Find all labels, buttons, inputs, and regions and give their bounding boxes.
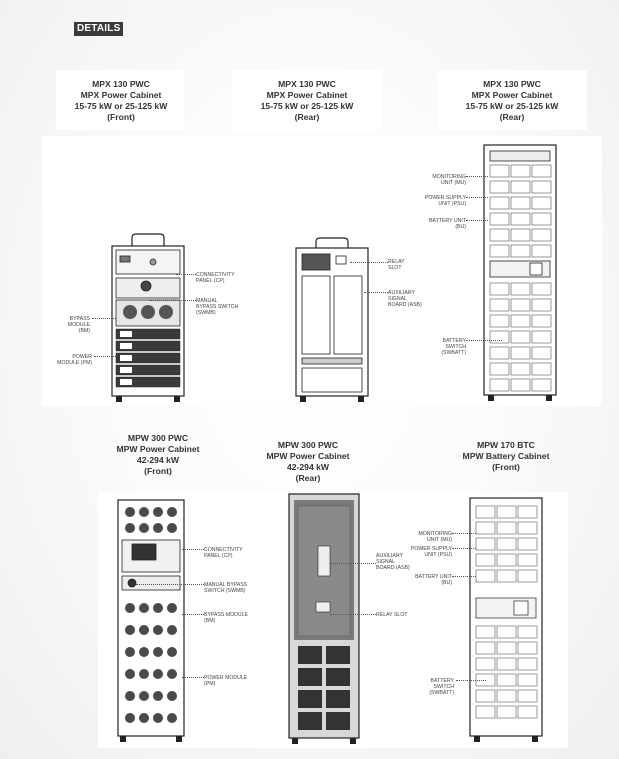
bypass-module-fans [123,305,173,319]
leader-psu-mpx-battery [466,197,488,198]
callout-cp-mpw-front: CONNECTIVITY PANEL (CP) [204,547,243,560]
callout-swmb-mpw-front: MANUAL BYPASS SWITCH (SWMB) [204,582,248,595]
callout-mu-mpw-battery: MONITORING UNIT (MU) [418,531,452,544]
leader-relay-mpx-rear [350,262,388,263]
callout-asb-mpw-rear: AUXILIARY SIGNAL BOARD (ASB) [376,553,410,572]
leader-asb-mpx-rear [364,292,388,293]
mpw-front-cabinet-drawing [116,500,186,744]
callout-swbatt-mpw-battery: BATTERY SWITCH (SWBATT) [429,678,454,697]
mpw-battery-cabinet-drawing [468,498,544,744]
product-title-mpx-rear: MPX 130 PWC MPX Power Cabinet 15-75 kW or 25-125 kW (Rear) [260,79,354,122]
leader-relay-mpw-rear [330,614,376,615]
leader-asb-mpw-rear [330,563,376,564]
callout-bm-mpx-front: BYPASS MODULE (BM) [67,316,90,335]
leader-bm-mpx-front [92,318,116,319]
leader-cp-mpx-front [176,274,196,275]
mpw-rear-cabinet-drawing [288,494,360,744]
leader-mu-mpw-battery [452,533,476,534]
callout-psu-mpx-battery: POWER SUPPLY UNIT (PSU) [424,195,466,208]
callout-bm-mpw-front: BYPASS MODULE (BM) [204,612,249,625]
callout-relay-mpw-rear: RELAY SLOT [376,612,408,618]
product-title-mpw-battery: MPW 170 BTC MPW Battery Cabinet (Front) [462,440,550,472]
product-title-mpx-rear-battery: MPX 130 PWC MPX Power Cabinet 15-75 kW or 25-125 kW (Rear) [465,79,559,122]
callout-pm-mpx-front: POWER MODULE (PM) [57,354,92,367]
leader-bm-mpw-front [182,614,204,615]
leader-swmb-mpx-front [150,300,196,301]
leader-swmb-mpw-front [136,584,204,585]
callout-swmb-mpx-front: MANUAL BYPASS SWITCH (SWMB) [196,298,239,317]
leader-mu-mpx-battery [466,176,488,177]
leader-swbatt-mpx-battery [466,340,502,341]
leader-cp-mpw-front [182,549,204,550]
callout-psu-mpw-battery: POWER SUPPLY UNIT (PSU) [410,546,452,559]
callout-swbatt-mpx-battery: BATTERY SWITCH (SWBATT) [441,338,466,357]
callout-pm-mpw-front: POWER MODULE (PM) [204,675,248,688]
callout-mu-mpx-battery: MONITORING UNIT (MU) [432,174,466,187]
mpx-front-cabinet-drawing [108,234,188,404]
leader-pm-mpx-front [94,356,116,357]
mpw-battery-unit-grid [476,506,537,582]
product-title-mpw-front: MPW 300 PWC MPW Power Cabinet 42-294 kW (Front) [116,433,200,476]
callout-bu-mpx-battery: BATTERY UNIT (BU) [429,218,466,231]
leader-bu-mpx-battery [466,220,488,221]
product-title-mpw-rear: MPW 300 PWC MPW Power Cabinet 42-294 kW (Rear) [266,440,350,483]
callout-bu-mpw-battery: BATTERY UNIT (BU) [415,574,452,587]
leader-psu-mpw-battery [452,548,476,549]
product-title-mpx-front: MPX 130 PWC MPX Power Cabinet 15-75 kW or 25-125 kW (Front) [74,79,168,122]
leader-bu-mpw-battery [452,576,476,577]
leader-swbatt-mpw-battery [456,680,486,681]
leader-pm-mpw-front [182,677,204,678]
callout-relay-mpx-rear: RELAY SLOT [388,259,405,272]
callout-asb-mpx-rear: AUXILIARY SIGNAL BOARD (ASB) [388,290,422,309]
mpx-battery-cabinet-drawing [482,145,558,403]
callout-cp-mpx-front: CONNECTIVITY PANEL (CP) [196,272,235,285]
details-badge: DETAILS [74,22,123,36]
